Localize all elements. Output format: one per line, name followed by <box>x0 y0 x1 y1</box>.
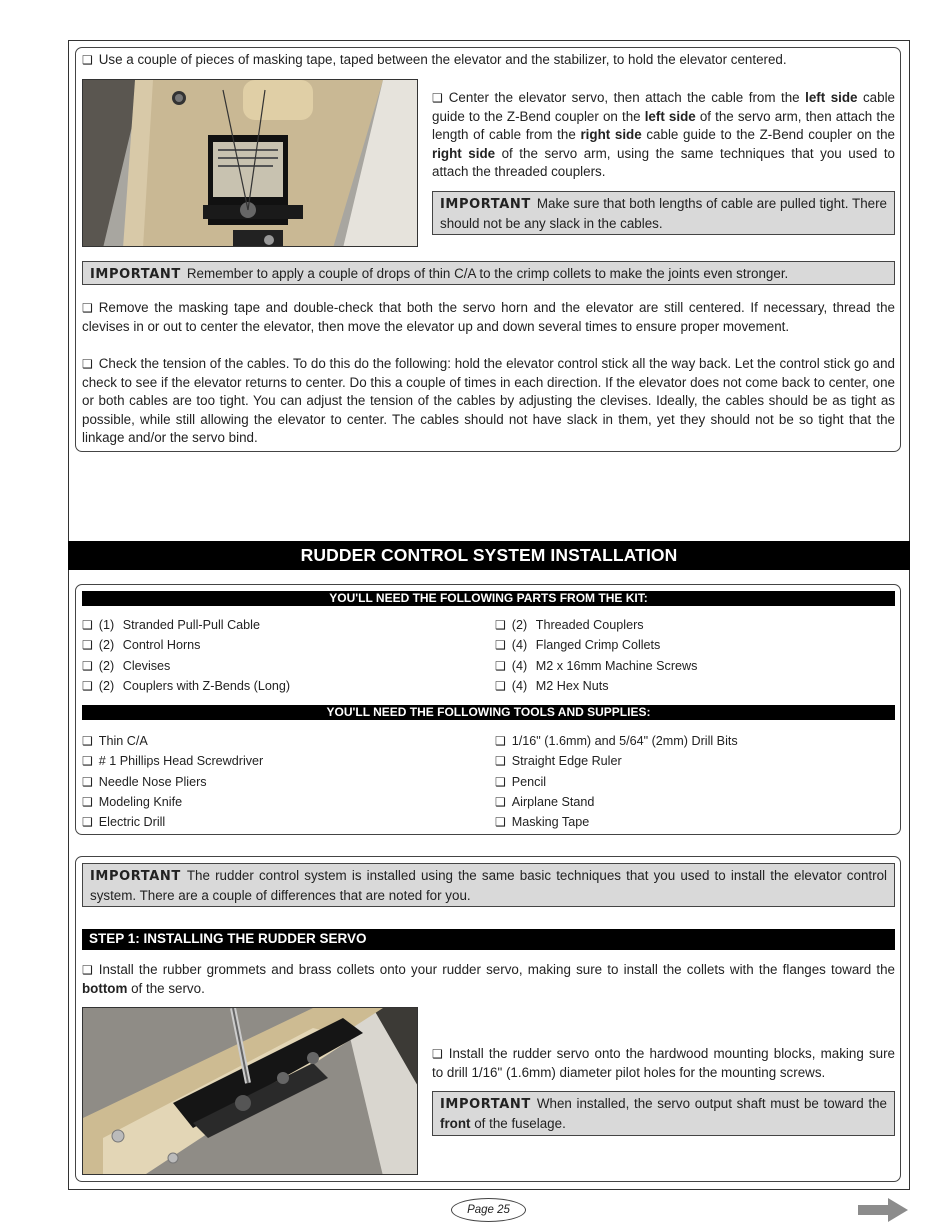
important-intro-box: IMPORTANT The rudder control system is installed using the same basic techniques that you used to install the elevator control system. There are a couple of differences that are noted for you. <box>82 863 895 907</box>
install-servo-instruction: ❑ Install the rudder servo onto the hardwood mounting blocks, making sure to drill 1/16" (1.6mm) diameter pilot holes for the mounting screws. <box>432 1046 895 1080</box>
checkbox-icon[interactable]: ❑ <box>82 774 93 789</box>
list-item: ❑ Thin C/A <box>82 731 263 751</box>
checkbox-icon[interactable]: ❑ <box>82 53 93 67</box>
center-servo-instruction: ❑ Center the elevator servo, then attach the cable from the left side cable guide to the Z-Bend coupler on the left side of the servo arm, then attach the length of cable from the right side cable guide to the Z-Bend coupler on the right side of the servo arm, using the same techniques that you used to attach the threaded couplers. <box>432 90 896 180</box>
grommets-instruction: ❑ Install the rubber grommets and brass collets onto your rudder servo, making sure to install the collets with the flanges toward the bottom of the servo. <box>82 962 895 996</box>
list-item: ❑ (2) Couplers with Z-Bends (Long) <box>82 676 290 696</box>
list-item: ❑ (4) M2 x 16mm Machine Screws <box>495 656 697 676</box>
important-cables-box: IMPORTANT Make sure that both lengths of cable are pulled tight. There should not be any slack in the cables. <box>432 191 895 235</box>
important-ca-box: IMPORTANT Remember to apply a couple of drops of thin C/A to the crimp collets to make the joints even stronger. <box>82 261 895 285</box>
checkbox-icon[interactable]: ❑ <box>82 734 93 748</box>
list-item: ❑ (2) Threaded Couplers <box>495 615 697 635</box>
checkbox-icon[interactable]: ❑ <box>495 734 506 748</box>
tools-list-right <box>495 731 738 832</box>
step-title: STEP 1: INSTALLING THE RUDDER SERVO <box>82 929 895 950</box>
checkbox-icon[interactable]: ❑ <box>432 1047 443 1061</box>
page-number: Page 25 <box>451 1198 526 1222</box>
important-label: IMPORTANT <box>90 869 181 884</box>
list-item: ❑ Masking Tape <box>495 812 738 832</box>
list-item: ❑ (1) Stranded Pull-Pull Cable <box>82 615 290 635</box>
checkbox-icon[interactable]: ❑ <box>82 301 93 315</box>
list-item: ❑ (4) Flanged Crimp Collets <box>495 635 697 655</box>
checkbox-icon[interactable]: ❑ <box>82 357 93 371</box>
checkbox-icon[interactable]: ❑ <box>82 678 93 693</box>
parts-list-right <box>495 615 697 696</box>
list-item: ❑ Pencil <box>495 772 738 792</box>
checkbox-icon[interactable]: ❑ <box>495 794 506 809</box>
remove-tape-instruction: ❑ Remove the masking tape and double-check that both the servo horn and the elevator are still centered. If necessary, thread the clevises in or out to center the elevator, then move the elevator up and down several times to ensure proper movement. <box>82 300 895 334</box>
important-shaft-box: IMPORTANT When installed, the servo output shaft must be toward the front of the fuselage. <box>432 1091 895 1136</box>
important-label: IMPORTANT <box>440 197 531 212</box>
list-item: ❑ Needle Nose Pliers <box>82 772 263 792</box>
checkbox-icon[interactable]: ❑ <box>82 815 93 830</box>
tools-header: YOU'LL NEED THE FOLLOWING TOOLS AND SUPPLIES: <box>82 705 895 720</box>
elevator-servo-photo <box>82 79 418 247</box>
list-item: ❑ 1/16" (1.6mm) and 5/64" (2mm) Drill Bits <box>495 731 738 751</box>
list-item: ❑ # 1 Phillips Head Screwdriver <box>82 751 263 771</box>
list-item: ❑ (2) Clevises <box>82 656 290 676</box>
list-item: ❑ (2) Control Horns <box>82 635 290 655</box>
tension-instruction: ❑ Check the tension of the cables. To do this do the following: hold the elevator control stick all the way back. Let the control stick go and check to see if the elevator returns to center. Do this a couple of times in each direction. If the elevator does not come back to center, one or both cables are too tight. You can adjust the tension of the cables by adjusting the clevises. Ideally, the cables should be as tight as possible, while still allowing the elevator to center. The cables should not have slack in them, yet they should not be so tight that the linkage and/or the servo bind. <box>82 356 895 446</box>
checkbox-icon[interactable]: ❑ <box>82 794 93 809</box>
checkbox-icon[interactable]: ❑ <box>82 658 93 673</box>
right-arrow-icon[interactable] <box>858 1198 910 1228</box>
checkbox-icon[interactable]: ❑ <box>495 678 506 693</box>
list-item: ❑ Modeling Knife <box>82 792 263 812</box>
list-item: ❑ Straight Edge Ruler <box>495 751 738 771</box>
checkbox-icon[interactable]: ❑ <box>432 91 443 105</box>
list-item: ❑ Electric Drill <box>82 812 263 832</box>
rudder-servo-photo <box>82 1007 418 1175</box>
list-item: ❑ Airplane Stand <box>495 792 738 812</box>
checkbox-icon[interactable]: ❑ <box>495 754 506 769</box>
checkbox-icon[interactable]: ❑ <box>495 618 506 632</box>
checkbox-icon[interactable]: ❑ <box>82 618 93 632</box>
checkbox-icon[interactable]: ❑ <box>82 963 93 977</box>
parts-header: YOU'LL NEED THE FOLLOWING PARTS FROM THE KIT: <box>82 591 895 606</box>
parts-list-left <box>82 615 290 696</box>
checkbox-icon[interactable]: ❑ <box>495 638 506 653</box>
important-label: IMPORTANT <box>440 1097 531 1112</box>
checkbox-icon[interactable]: ❑ <box>82 638 93 653</box>
checkbox-icon[interactable]: ❑ <box>82 754 93 769</box>
list-item: ❑ (4) M2 Hex Nuts <box>495 676 697 696</box>
checkbox-icon[interactable]: ❑ <box>495 658 506 673</box>
tools-list-left <box>82 731 263 832</box>
checkbox-icon[interactable]: ❑ <box>495 815 506 830</box>
checkbox-icon[interactable]: ❑ <box>495 774 506 789</box>
important-label: IMPORTANT <box>90 267 181 282</box>
section-title: RUDDER CONTROL SYSTEM INSTALLATION <box>68 541 910 570</box>
tape-instruction: ❑ Use a couple of pieces of masking tape, taped between the elevator and the stabilizer, to hold the elevator centered. <box>82 51 896 70</box>
